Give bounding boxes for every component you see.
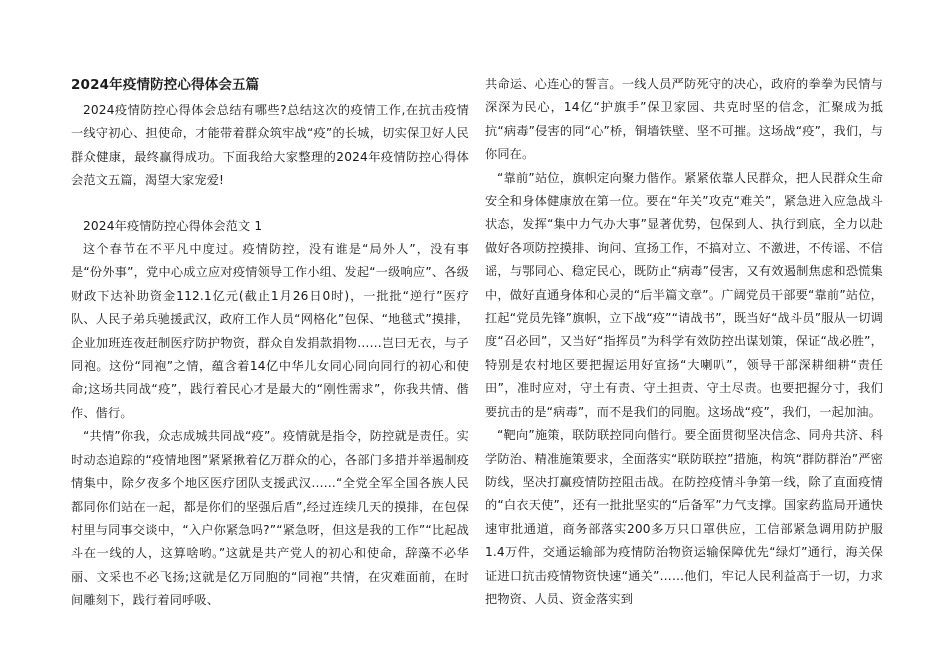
intro-paragraph: 2024疫情防控心得体会总结有哪些?总结这次的疫情工作,在抗击疫情一线守初心、担使命，才能带着群众筑牢战“疫”的长城，切实保卫好人民群众健康，最终赢得成功。下面我给大家整理的2024年疫情防控心得体会范文五篇，渴望大家宠爱!	[71, 103, 469, 188]
body-paragraph: 这个春节在不平凡中度过。疫情防控，没有谁是“局外人”，没有事是“份外事”，党中心成立应对疫情领导工作小组、发起“一级响应”、各级财政下达补助资金112.1亿元(截止1月26日0时)，一批批“逆行”医疗队、人民子弟兵驰援武汉，政府工作人员“网格化”包保、“地毯式”摸排，企业加班连夜赶制医疗防护物资，群众自发捐款捐物……岂曰无衣，与子同袍。这份“同袍”之情，蕴含着14亿中华儿女同心同向同行的初心和使命;这场共同战“疫”，践行着民心才是最大的“刚性需求”，你我共情、偕作、偕行。	[71, 242, 469, 420]
paragraph-gap	[71, 193, 469, 215]
body-paragraph: “靠前”站位，旗帜定向聚力偕作。紧紧依靠人民群众，把人民群众生命安全和身体健康放在第一位。要在“年关”攻克“难关”，紧急进入应急战斗状态，发挥“集中力气办大事”显著优势，包保到人、执行到底，全力以赴做好各项防控摸排、询问、宣扬工作，不搞对立、不激进，不传谣、不信谣，与鄂同心、稳定民心，既防止“病毒”侵害，又有效遏制焦虑和恐慌集中，做好直通身体和心灵的“后半篇文章”。广阔党员干部要“靠前”站位，扛起“党员先锋”旗帜，立下战“疫”“请战书”，既当好“战斗员”服从一切调度“召必回”，又当好“指挥员”为科学有效防控出谋划策，保证“战必胜”，特别是农村地区要把握运用好宣扬“大喇叭”，领导干部深耕细耕“责任田”，准时应对，守土有责、守土担责、守土尽责。也要把握分寸，我们要抗击的是“病毒”，而不是我们的同胞。这场战“疫”，我们，一起加油。	[485, 170, 883, 419]
body-paragraph: “共情”你我，众志成城共同战“疫”。疫情就是指令，防控就是责任。实时动态追踪的“疫情地图”紧紧揪着亿万群众的心，各部门多措并举遏制疫情集中，除夕夜多个地区医疗团队支援武汉……“全党全军全国各族人民都同你们站在一起，都是你们的坚强后盾”,经过连续几天的摸排，在包保村里与同事交谈中，“入户你紧急吗?”“紧急呀，但这是我的工作”“比起战斗在一线的人，这算啥哟。”这就是共产党人的初心和使命，辞藻不必华丽、文采也不必飞扬;这就是亿万同胞的“同袍”共情，在灾难面前，在时间雕刻下，践行着同呼吸、	[71, 429, 469, 608]
document-title: 2024年疫情防控心得体会五篇	[71, 77, 260, 93]
section-heading: 2024年疫情防控心得体会范文 1	[83, 218, 263, 233]
left-column	[71, 74, 469, 613]
body-paragraph: 共命运、心连心的誓言。一线人员严防死守的决心，政府的拳拳为民情与深深为民心，14亿“护旗手”保卫家园、共克时坚的信念，汇聚成为抵抗“病毒”侵害的同“心”桥，铜墙铁壁、坚不可摧。这场战“疫”，我们，与你同在。	[485, 77, 883, 162]
right-column	[485, 73, 883, 611]
body-paragraph: “靶向”施策，联防联控同向偕行。要全面贯彻坚决信念、同舟共济、科学防治、精准施策要求，全面落实“联防联控”措施，构筑“群防群治”严密防线，坚决打赢疫情防控阻击战。在防控疫情斗争第一线，除了直面疫情的“白衣天使”，还有一批批坚实的“后备军”力气支撑。国家药监局开通快速审批通道，商务部落实200多万只口罩供应，工信部紧急调用防护服1.4万件，交通运输部为疫情防治物资运输保障优先“绿灯”通行，海关保证进口抗击疫情物资快速“通关”……他们，牢记人民利益高于一切，力求把物资、人员、资金落实到	[485, 428, 883, 606]
